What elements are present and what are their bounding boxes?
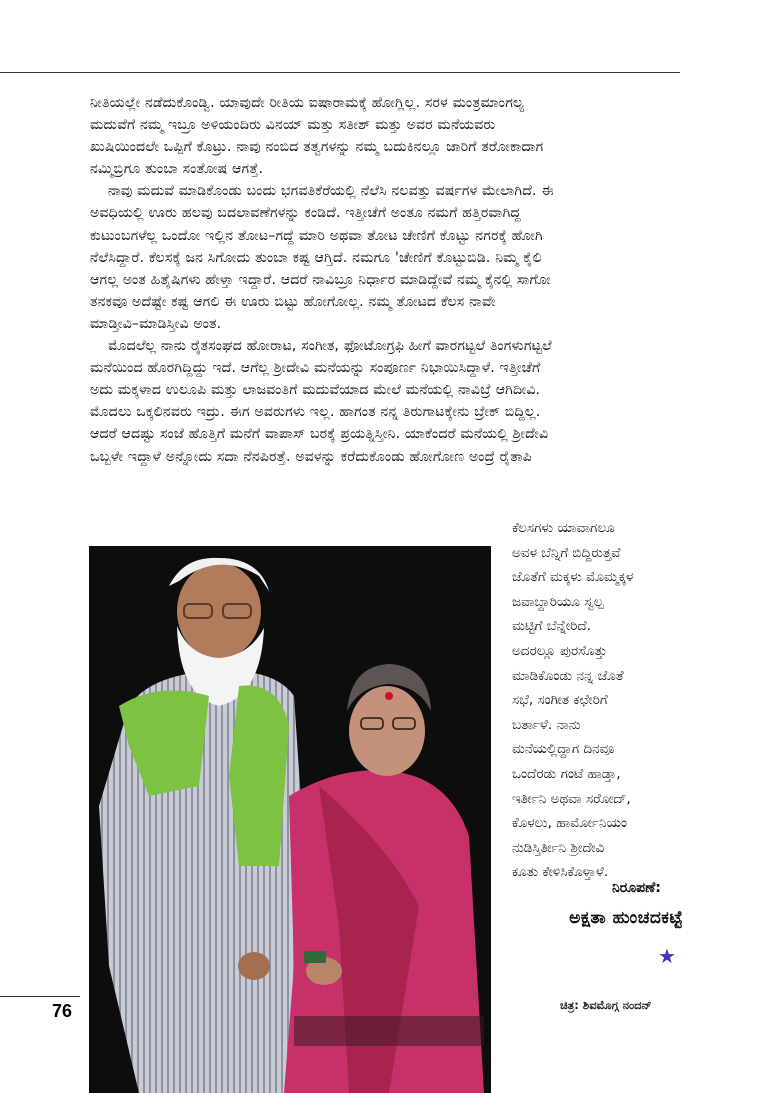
body-line: ಅದು ಮಕ್ಕಳಾದ ಉಲೂಪಿ ಮತ್ತು ಲಾಜವಂತಿಗೆ ಮದುವೆಯಾದ ಮೇಲೆ ಮನೆಯಲ್ಲಿ ನಾವಿಬ್ರೆ ಆಗಿದೀವಿ. — [90, 382, 541, 399]
side-line: ಜೊತೆಗೆ ಮಕ್ಕಳು ಮೊಮ್ಮಕ್ಕಳ — [512, 569, 634, 586]
photo-credit: ಚಿತ್ರ: ಶಿವಮೊಗ್ಗ ನಂದನ್ — [560, 998, 652, 1012]
couple-photo — [89, 546, 491, 1093]
side-line: ಕೆಲಸಗಳು ಯಾವಾಗಲೂ — [512, 520, 615, 536]
body-line: ನಮ್ಮಿಬ್ರಿಗೂ ತುಂಬಾ ಸಂತೋಷ ಆಗತ್ತೆ. — [90, 161, 264, 178]
side-line: ಅವಳ ಬೆನ್ನಿಗೆ ಬಿದ್ದಿರುತ್ತವೆ — [512, 544, 621, 561]
side-line: ಕೊಳಲು, ಹಾರ್ಮೋನಿಯಂ — [512, 815, 627, 832]
body-line: ಆದರೆ ಆದಷ್ಟು ಸಂಜೆ ಹೊತ್ತಿಗೆ ಮನೆಗೆ ವಾಪಾಸ್ ಬರಕ್ಕೆ ಪ್ರಯತ್ನಿಸ್ತೀನಿ. ಯಾಕೆಂದರೆ ಮನೆಯಲ್ಲಿ ಶ್ರೀದೇವಿ — [90, 426, 549, 443]
page-number: 76 — [52, 1001, 73, 1021]
body-line: ಮಾಡ್ತೀವಿ–ಮಾಡಿಸ್ತೀವಿ ಅಂತ. — [90, 315, 222, 332]
side-line: ಜವಾಬ್ದಾರಿಯೂ ಸ್ವಲ್ಪ — [512, 593, 604, 610]
body-line: ಆಗಲ್ಲ ಅಂತ ಹಿತೈಷಿಗಳು ಹೇಳ್ತಾ ಇದ್ದಾರೆ. ಆದರೆ ನಾವಿಬ್ರೂ ನಿರ್ಧಾರ ಮಾಡಿದ್ದೇವೆ ನಮ್ಮ ಕೈನಲ್ಲಿ ಸಾಗೋ — [90, 271, 551, 288]
side-line: ಅದರಲ್ಲೂ ಪುರಸೊತ್ತು — [512, 642, 608, 659]
author-name: ಅಕ್ಷತಾ ಹುಂಚದಕಟ್ಟೆ — [569, 908, 683, 928]
body-line: ಅವಧಿಯಲ್ಲಿ ಊರು ಹಲವು ಬದಲಾವಣೆಗಳನ್ನು ಕಂಡಿದೆ. ಇತ್ತೀಚೆಗೆ ಅಂತೂ ನಮಗೆ ಹತ್ತಿರವಾಗಿದ್ದ — [90, 205, 521, 222]
side-line: ನುಡಿಸ್ತಿರ್ತೀನಿ ಶ್ರೀದೇವಿ — [512, 839, 605, 856]
body-line: ನೆಲೆಸಿದ್ದಾರೆ. ಕೆಲಸಕ್ಕೆ ಜನ ಸಿಗೋದು ತುಂಬಾ ಕಷ್ಟ ಆಗ್ತಿದೆ. ನಮಗೂ 'ಚೇಣಿಗೆ ಕೊಟ್ಟುಬಿಡಿ. ನಿಮ್ಮ ಕೈಲಿ — [90, 249, 542, 266]
body-line: ಮದುವೆಗೆ ನಮ್ಮ ಇಬ್ರೂ ಅಳಿಯಂದಿರು ವಿನಯ್ ಮತ್ತು ಸತೀಶ್ ಮತ್ತು ಅವರ ಮನೆಯವರು — [90, 117, 496, 134]
star-icon: ★ — [658, 944, 676, 968]
body-line: ತನಕವೂ ಅದೆಷ್ಟೇ ಕಷ್ಟ ಆಗಲಿ ಈ ಊರು ಬಿಟ್ಟು ಹೋಗೋಲ್ಲ. ನಮ್ಮ ತೋಟದ ಕೆಲಸ ನಾವೇ — [90, 293, 496, 310]
body-line: ನಾವು ಮದುವೆ ಮಾಡಿಕೊಂಡು ಬಂದು ಭಗವತಿಕೆರೆಯಲ್ಲಿ ನೆಲೆಸಿ ನಲವತ್ತು ವರ್ಷಗಳ ಮೇಲಾಗಿದೆ. ಈ — [108, 183, 554, 200]
couple-illustration — [89, 546, 491, 1093]
body-line: ಖುಷಿಯಿಂದಲೇ ಒಪ್ಪಿಗೆ ಕೊಟ್ರು. ನಾವು ನಂಬಿದ ತತ್ವಗಳನ್ನು ನಮ್ಮ ಬದುಕಿನಲ್ಲೂ ಜಾರಿಗೆ ತರೋಕಾದಾಗ — [90, 139, 544, 156]
side-line: ಬರ್ತಾಳೆ. ನಾನು — [512, 716, 581, 733]
article-body — [90, 92, 678, 468]
narration-label: ನಿರೂಪಣೆ: — [612, 880, 661, 896]
side-line: ಒಂದೆರಡು ಗಂಟೆ ಹಾಡ್ತಾ, — [512, 765, 621, 782]
bottom-rule — [0, 996, 80, 997]
side-line: ಸಭೆ, ಸಂಗೀತ ಕಛೇರಿಗೆ — [512, 692, 608, 709]
side-line: ಇರ್ತೀನಿ ಅಥವಾ ಸರೋದ್, — [512, 790, 631, 807]
top-rule — [0, 72, 680, 73]
body-line: ಮೊದಲೆಲ್ಲ ನಾನು ರೈತಸಂಘದ ಹೋರಾಟ, ಸಂಗೀತ, ಫೋಟೋಗ್ರಫಿ ಹೀಗೆ ವಾರಗಟ್ಟಲೆ ತಿಂಗಳುಗಟ್ಟಲೆ — [108, 338, 552, 355]
side-line: ಕೂತು ಕೇಳಿಸಿಕೊಳ್ತಾಳೆ. — [512, 864, 609, 881]
side-column — [512, 516, 688, 885]
side-line: ಮಾಡಿಕೊಂಡು ನನ್ನ ಜೊತೆ — [512, 667, 624, 684]
body-line: ನೀತಿಯಲ್ಲೇ ನಡೆದುಕೊಂಡ್ವಿ. ಯಾವುದೇ ರೀತಿಯ ಐಷಾರಾಮಕ್ಕೆ ಹೋಗ್ಲಿಲ್ಲ. ಸರಳ ಮಂತ್ರಮಾಂಗಲ್ಯ — [90, 95, 525, 111]
side-line: ಮನೆಯಲ್ಲಿದ್ದಾಗ ದಿನವೂ — [512, 741, 615, 758]
side-line: ಮಟ್ಟಿಗೆ ಬೆನ್ನೇರಿದೆ. — [512, 618, 591, 635]
body-line: ಕುಟುಂಬಗಳೆಲ್ಲ ಒಂದೋ ಇಲ್ಲಿನ ತೋಟ–ಗದ್ದೆ ಮಾರಿ ಅಥವಾ ತೋಟ ಚೇಣಿಗೆ ಕೊಟ್ಟು ನಗರಕ್ಕೆ ಹೋಗಿ — [90, 227, 543, 244]
body-line: ಮನೆಯಿಂದ ಹೊರಗಿದ್ದಿದ್ದು ಇದೆ. ಆಗೆಲ್ಲ ಶ್ರೀದೇವಿ ಮನೆಯನ್ನು ಸಂಪೂರ್ಣ ನಿಭಾಯಿಸಿದ್ದಾಳೆ. ಇತ್ತೀಚೆಗೆ — [90, 360, 541, 377]
body-line: ಒಬ್ಬಳೇ ಇದ್ದಾಳೆ ಅನ್ನೋದು ಸದಾ ನೆನಪಿರತ್ತೆ. ಅವಳನ್ನು ಕರೆದುಕೊಂಡು ಹೋಗೋಣ ಅಂದ್ರೆ ರೈತಾಪಿ — [90, 448, 532, 465]
body-line: ಮೊದಲು ಒಕ್ಕಲಿನವರು ಇದ್ರು. ಈಗ ಅವರುಗಳು ಇಲ್ಲ. ಹಾಗಂತ ನನ್ನ ತಿರುಗಾಟಕ್ಕೇನು ಬ್ರೇಕ್ ಬಿದ್ದಿಲ್ಲ. — [90, 404, 541, 421]
